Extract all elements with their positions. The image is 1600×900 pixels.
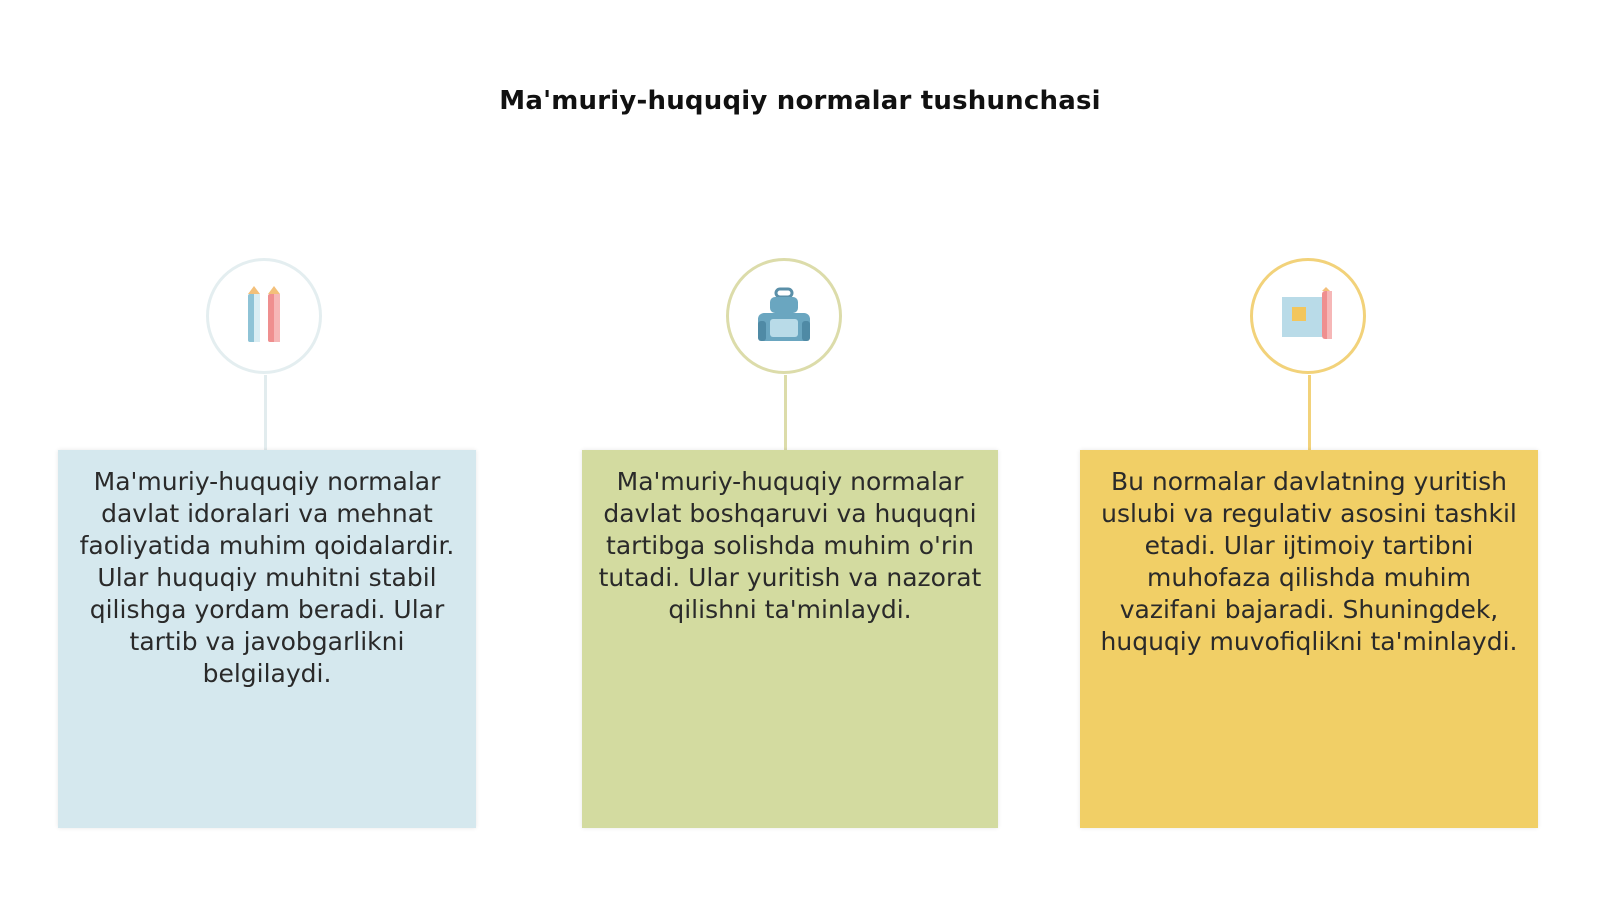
page-title: Ma'muriy-huquqiy normalar tushunchasi [499, 86, 1101, 116]
info-card [58, 450, 476, 828]
pencils-icon [240, 286, 288, 346]
backpack-icon [754, 287, 814, 345]
info-card [1080, 450, 1538, 828]
icon-circle [726, 258, 842, 374]
paper-and-pencil-icon [1278, 287, 1338, 345]
card-text: Bu normalar davlatning yuritish uslubi va regulativ asosini tashkil etadi. Ular ijtimoiy tartibni muhofaza qilishda muhim vazifani bajaradi. Shuningdek, huquqiy muvofiqlikni ta'minlaydi. [1100, 467, 1518, 656]
icon-circle [206, 258, 322, 374]
connector-line [784, 375, 787, 450]
icon-circle [1250, 258, 1366, 374]
connector-line [1308, 375, 1311, 450]
card-text: Ma'muriy-huquqiy normalar davlat boshqaruvi va huquqni tartibga solishda muhim o'rin tutadi. Ular yuritish va nazorat qilishni ta'minlaydi. [598, 467, 982, 624]
connector-line [264, 375, 267, 450]
info-card [582, 450, 998, 828]
card-text: Ma'muriy-huquqiy normalar davlat idoralari va mehnat faoliyatida muhim qoidalardir. Ular huquqiy muhitni stabil qilishga yordam beradi. Ular tartib va javobgarlikni belgilaydi. [79, 467, 455, 688]
